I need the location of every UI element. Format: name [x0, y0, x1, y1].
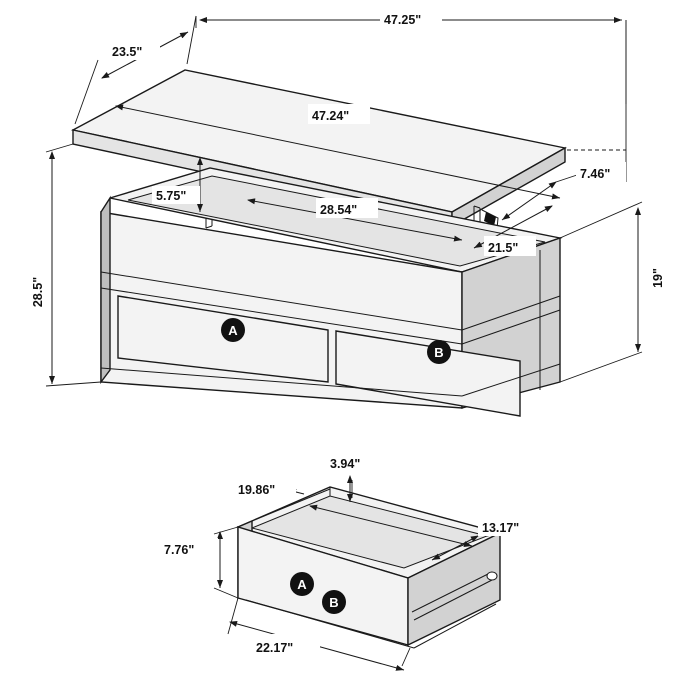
- dim-width-overall-label: 47.25": [384, 13, 422, 27]
- dim-drawer-height: [160, 527, 238, 598]
- dim-drawer-inner-width-label: 19.86": [238, 483, 276, 497]
- callout-a-drawer: [290, 572, 314, 596]
- dim-height-overall-label: 28.5": [31, 276, 45, 308]
- callout-a-assembled: [221, 318, 245, 342]
- dim-lift-rise-label: 5.75": [156, 189, 187, 203]
- dim-drawer-diagonal-label: 13.17": [482, 521, 520, 535]
- assembled-table-view: [20, 8, 672, 416]
- callout-b-drawer: [322, 590, 346, 614]
- dim-interior-depth-label: 21.5": [488, 241, 519, 255]
- callout-a-drawer-letter: A: [297, 577, 307, 592]
- dim-interior-width-label: 28.54": [320, 203, 358, 217]
- dim-drawer-inner-depth-label: 3.94": [330, 457, 361, 471]
- dim-width-lift-top-label: 47.24": [312, 109, 350, 123]
- drawer-box: [238, 487, 500, 648]
- dim-top-thickness-label: 7.46": [580, 167, 611, 181]
- drawer-view: [160, 452, 540, 670]
- dim-height-overall: [20, 144, 101, 386]
- dim-drawer-width-label: 22.17": [256, 641, 294, 655]
- callout-b-assembled: [427, 340, 451, 364]
- dim-depth-top-label: 23.5": [112, 45, 143, 59]
- dim-height-base-label: 19": [651, 268, 665, 288]
- dim-height-base: [560, 202, 672, 382]
- callout-b-drawer-letter: B: [329, 595, 339, 610]
- callout-a-letter: A: [228, 323, 238, 338]
- callout-b-letter: B: [434, 345, 444, 360]
- dim-drawer-height-label: 7.76": [164, 543, 195, 557]
